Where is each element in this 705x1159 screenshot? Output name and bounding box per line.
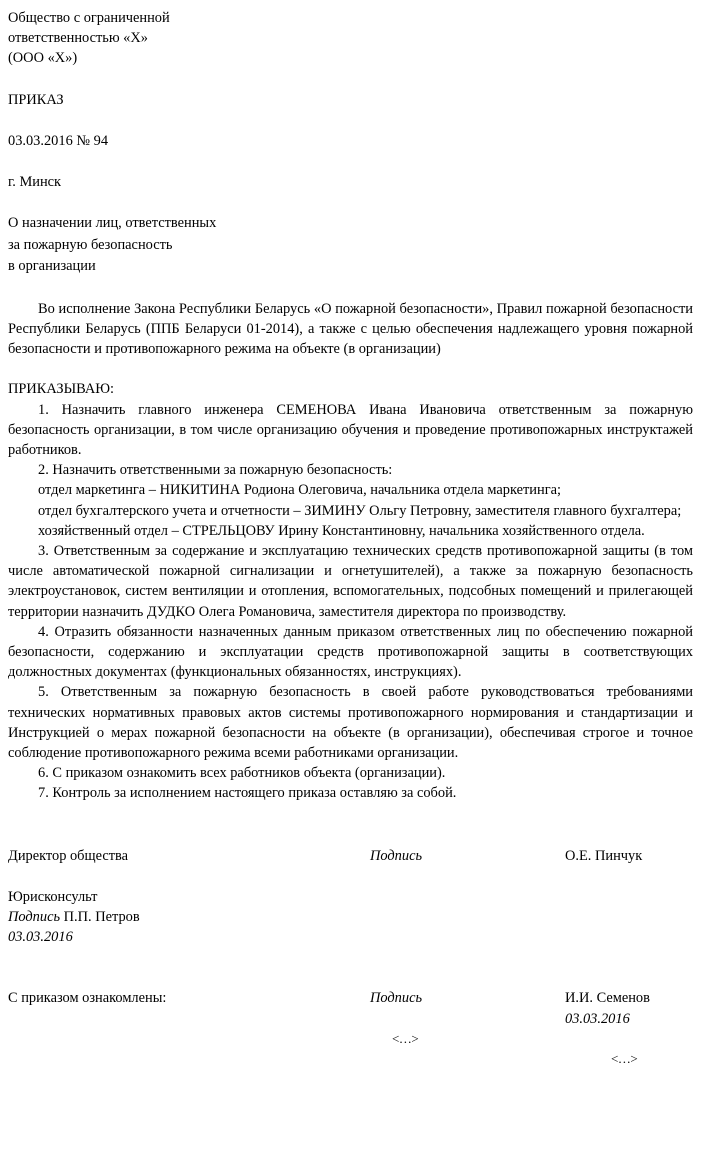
acknowledgement-date-row [8, 1009, 693, 1029]
decree-item-7: 7. Контроль за исполнением настоящего приказа оставляю за собой. [38, 785, 457, 802]
spacer [8, 804, 693, 825]
signature-row-legal-adviser-position [8, 887, 693, 907]
director-position: Директор общества [8, 847, 129, 864]
decree-item-2-sub-facilities: хозяйственный отдел – СТРЕЛЬЦОВУ Ирину Константиновну, начальника хозяйственного отдела. [38, 522, 645, 539]
signature-row-legal-adviser-date [8, 927, 693, 947]
ellipsis-marker-right: <…> [611, 1050, 638, 1066]
spacer [8, 825, 693, 846]
decree-item-1: 1. Назначить главного инженера СЕМЕНОВА Ивана Ивановича ответственным за пожарную безопасность организации, в том числе организацию обучения и проведение противопожарных инструктажей работников. [8, 401, 693, 458]
organization-name-line-1: Общество с ограниченной [8, 10, 170, 26]
signature-row-legal-adviser-name [8, 907, 693, 927]
ellipsis-marker-middle: <…> [392, 1030, 419, 1046]
ellipsis-row-middle [8, 1029, 693, 1049]
subject-line-1: О назначении лиц, ответственных [8, 215, 217, 232]
document-date-and-number: 03.03.2016 № 94 [8, 132, 109, 149]
legal-adviser-signature-placeholder: Подпись [8, 908, 61, 925]
spacer [8, 110, 693, 131]
organization-short-name: (ООО «X») [8, 50, 78, 67]
document-place: г. Минск [8, 174, 62, 191]
preamble-paragraph: Во исполнение Закона Республики Беларусь «О пожарной безопасности», Правил пожарной безопасности Республики Беларусь (ППБ Беларуси 01-2014), а также с целью обеспечения надлежащего уровня пожарной безопасности и противопожарного режима на объекте (в организации) [8, 300, 693, 358]
decree-item-6: 6. С приказом ознакомить всех работников объекта (организации). [38, 765, 446, 782]
legal-adviser-position: Юрисконсульт [8, 888, 98, 905]
signature-row-director [8, 846, 693, 866]
decree-item-2-sub-marketing: отдел маркетинга – НИКИТИНА Родиона Олеговича, начальника отдела маркетинга; [38, 482, 562, 499]
decree-item-2-sub-accounting: отдел бухгалтерского учета и отчетности – ЗИМИНУ Ольгу Петровну, заместителя главного бухгалтера; [38, 502, 682, 519]
spacer [8, 359, 693, 379]
director-name: О.Е. Пинчук [565, 847, 643, 864]
acknowledgement-label: С приказом ознакомлены: [8, 990, 167, 1007]
decree-item-3: 3. Ответственным за содержание и эксплуатацию технических средств противопожарной защиты (в том числе автоматической пожарной сигнализации и огнетушителей), а также за пожарную безопасность электроустановок, систем вентиляции и отопления, вспомогательных, подсобных помещений и прилегающей территории назначить ДУДКО Олега Романовича, заместителя директора по производству. [8, 542, 693, 620]
legal-adviser-signature-and-name [8, 907, 140, 927]
ellipsis-row-right [8, 1049, 693, 1069]
acknowledgement-row [8, 988, 693, 1008]
decree-item-2: 2. Назначить ответственными за пожарную безопасность: [38, 462, 393, 479]
spacer [8, 947, 693, 968]
letterhead-block [8, 8, 693, 69]
decree-item-5: 5. Ответственным за пожарную безопасность в своей работе руководствоваться требованиями технических нормативных правовых актов системы противопожарного нормирования и стандартизации и Инструкцией о мерах пожарной безопасности на объекте (в организации), обеспечивая строгое и точное соблюдение противопожарного режима всеми работниками организации. [8, 684, 693, 761]
document-kind: ПРИКАЗ [8, 91, 64, 108]
subject-block [8, 213, 693, 278]
acknowledgement-signature-placeholder: Подпись [370, 990, 423, 1007]
acknowledgement-date: 03.03.2016 [565, 1010, 630, 1027]
decree-heading: ПРИКАЗЫВАЮ: [8, 381, 115, 398]
spacer [8, 968, 693, 988]
spacer [8, 151, 693, 172]
legal-adviser-name: П.П. Петров [63, 908, 140, 925]
legal-adviser-date: 03.03.2016 [8, 929, 73, 946]
decree-item-4: 4. Отразить обязанности назначенных данным приказом ответственных лиц по обеспечению пожарной безопасности, содержанию и эксплуатации средств противопожарной защиты в соответствующих должностных документах (функциональных обязанностях, инструкциях). [8, 623, 693, 681]
spacer [8, 278, 693, 299]
subject-line-2: за пожарную безопасность [8, 236, 173, 253]
director-signature-placeholder: Подпись [370, 847, 423, 864]
subject-line-3: в организации [8, 258, 96, 275]
spacer [8, 192, 693, 213]
spacer [8, 866, 693, 887]
organization-name-line-2: ответственностью «X» [8, 30, 148, 47]
spacer [8, 69, 693, 90]
acknowledgement-name: И.И. Семенов [565, 990, 650, 1007]
